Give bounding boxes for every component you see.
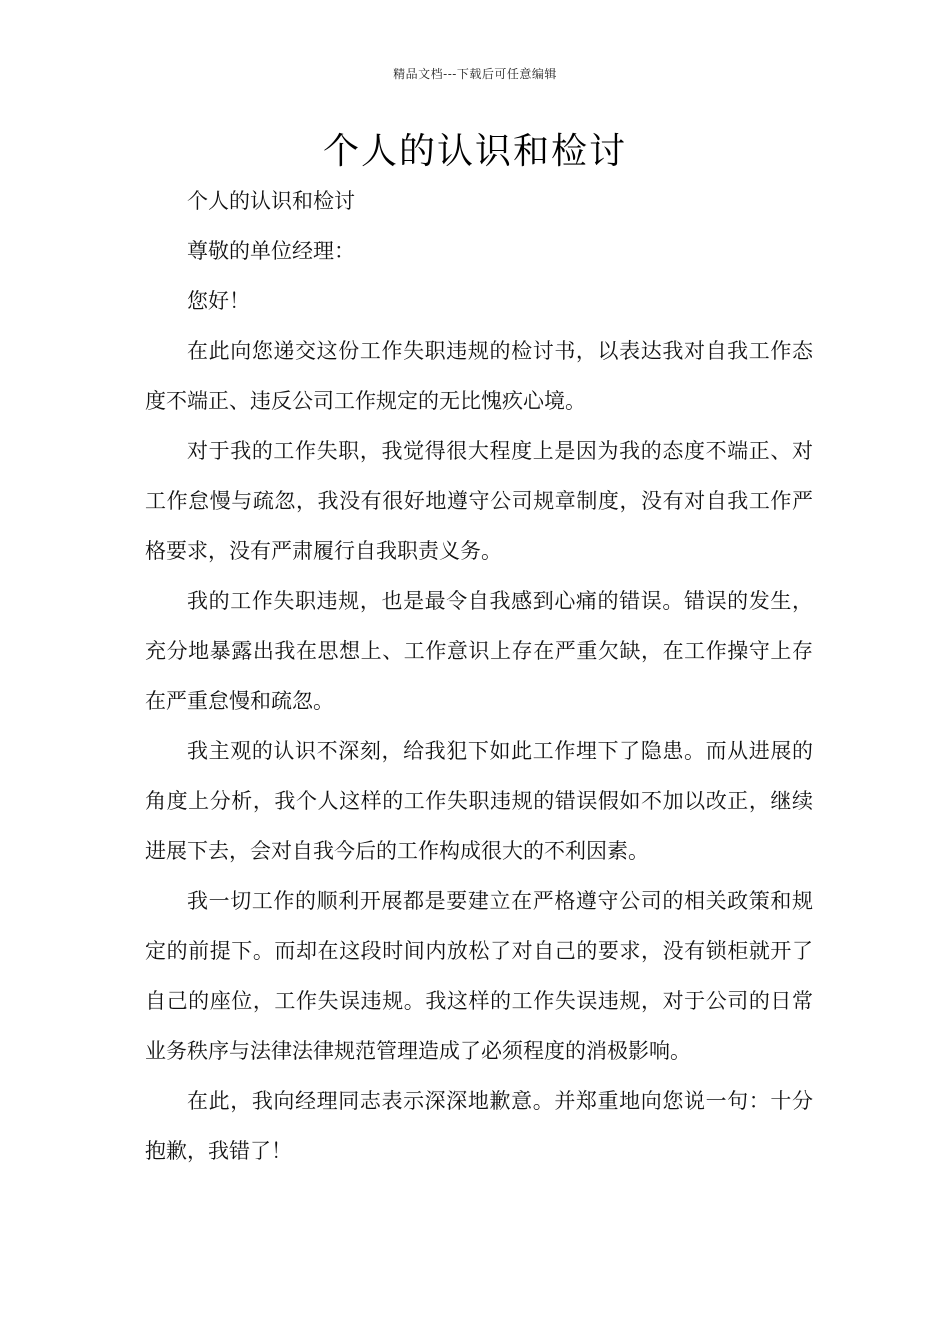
document-title: 个人的认识和检讨: [322, 131, 627, 172]
paragraph-attitude: 对于我的工作失职，我觉得很大程度上是因为我的态度不端正、对工作怠慢与疏忽，我没有很好地遵守公司规章制度，没有对自我工作严格要求，没有严肃履行自我职责义务。: [145, 439, 813, 563]
paragraph-policy: 我一切工作的顺利开展都是要建立在严格遵守公司的相关政策和规定的前提下。而却在这段时间内放松了对自己的要求，没有锁柜就开了自己的座位，工作失误违规。我这样的工作失误违规，对于公司的日常业务秩序与法律法律规范管理造成了必须程度的消极影响。: [145, 889, 813, 1063]
paragraph-error: 我的工作失职违规，也是最令自我感到心痛的错误。错误的发生，充分地暴露出我在思想上、工作意识上存在严重欠缺，在工作操守上存在严重怠慢和疏忽。: [145, 589, 813, 713]
paragraph-apology: 在此，我向经理同志表示深深地歉意。并郑重地向您说一句：十分抱歉，我错了！: [145, 1089, 813, 1163]
paragraph-greeting: 您好！: [187, 289, 250, 313]
document-body: [145, 176, 813, 1176]
paragraph-intro: 在此向您递交这份工作失职违规的检讨书，以表达我对自我工作态度不端正、违反公司工作规定的无比愧疚心境。: [145, 339, 813, 413]
paragraph-salutation: 尊敬的单位经理：: [187, 239, 355, 263]
header-note: 精品文档---下载后可任意编辑: [393, 67, 557, 81]
paragraph-awareness: 我主观的认识不深刻，给我犯下如此工作埋下了隐患。而从进展的角度上分析，我个人这样的工作失职违规的错误假如不加以改正，继续进展下去，会对自我今后的工作构成很大的不利因素。: [145, 739, 813, 863]
paragraph-subtitle: 个人的认识和检讨: [187, 189, 355, 213]
